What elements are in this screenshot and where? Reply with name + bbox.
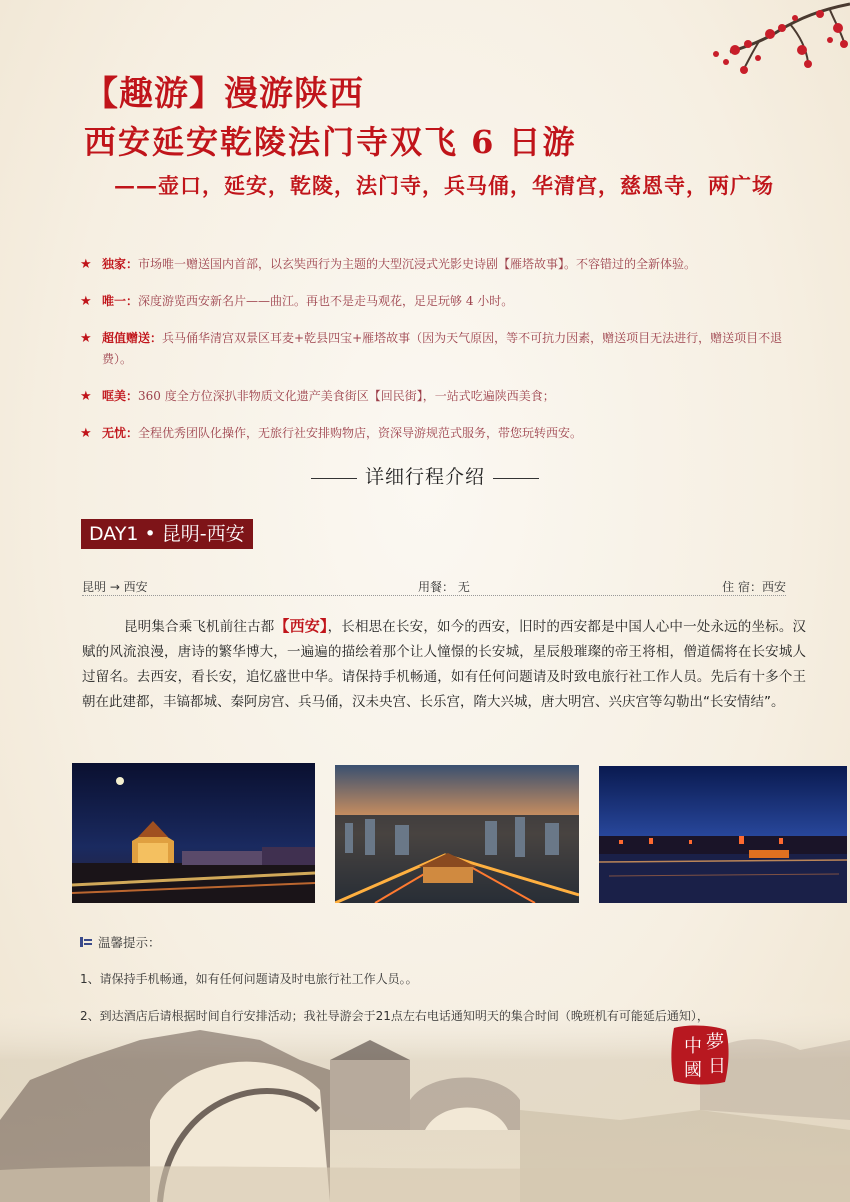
feature-label: 哐美： bbox=[102, 389, 139, 403]
feature-text: 深度游览西安新名片——曲江。再也不是走马观花，足足玩够 4 小时。 bbox=[138, 294, 514, 308]
section-header bbox=[0, 462, 850, 489]
tips-title: 温馨提示： bbox=[98, 935, 161, 950]
day-tag: DAY1 • 昆明-西安 bbox=[81, 519, 253, 549]
star-icon: ★ bbox=[80, 426, 92, 441]
stay-text: 住 宿：西安 bbox=[722, 580, 786, 594]
description-part: 昆明集合乘飞机前往古都 bbox=[124, 619, 275, 635]
seal-char: 夢 bbox=[706, 1032, 724, 1053]
tips-icon bbox=[80, 936, 92, 948]
divider bbox=[493, 478, 539, 479]
photo-city-aerial bbox=[335, 765, 579, 903]
star-icon: ★ bbox=[80, 257, 92, 272]
feature-text: 全程优秀团队化操作，无旅行社安排购物店，资深导游规范式服务，带您玩转西安。 bbox=[138, 426, 583, 440]
seal-char: 日 bbox=[708, 1056, 726, 1077]
seal-char: 中 bbox=[684, 1036, 702, 1057]
feature-label: 独家： bbox=[102, 257, 139, 271]
tip-item: 2、到达酒店后请根据时间自行安排活动；我社导游会于21点左右电话通知明天的集合时间（晚班机有可能延后通知）， bbox=[80, 1009, 709, 1023]
divider bbox=[311, 478, 357, 479]
star-icon: ★ bbox=[80, 294, 92, 309]
star-icon: ★ bbox=[80, 331, 92, 346]
feature-item bbox=[80, 423, 810, 444]
title-line-1: 【趣游】漫游陕西 bbox=[84, 74, 364, 114]
feature-item bbox=[80, 328, 810, 370]
meal-text: 用餐： 无 bbox=[418, 580, 470, 594]
seal-char: 國 bbox=[684, 1060, 702, 1081]
feature-item bbox=[80, 291, 810, 312]
photo-lake-night bbox=[599, 766, 847, 903]
china-dream-seal bbox=[668, 1022, 732, 1088]
section-title: 详细行程介绍 bbox=[364, 466, 485, 488]
feature-text: 市场唯一赠送国内首部，以玄奘西行为主题的大型沉浸式光影史诗剧【雁塔故事】。不容错过的全新体验。 bbox=[138, 257, 697, 271]
feature-label: 无忧： bbox=[102, 426, 139, 440]
feature-list bbox=[80, 254, 810, 444]
description-part: ，长相思在长安，如今的西安，旧时的西安都是中国人心中一处永远的坐标。汉赋的风流浪漫，唐诗的繁华博大，一遍遍的描绘着那个让人憧憬的长安城，星辰般璀璨的帝王将相，僧道儒将在长安城人过留名。去西安，看长安，追忆盛世中华。请保持手机畅通，如有任何问题请及时致电旅行社工作人员。先后有十多个王朝在此建都，丰镐都城、秦阿房宫、兵马俑，汉未央宫、长乐宫，隋大兴城，唐大明宫、兴庆宫等勾勒出“长安情结”。 bbox=[82, 619, 806, 710]
feature-label: 超值赠送： bbox=[102, 331, 163, 345]
feature-text: 360 度全方位深扒非物质文化遗产美食街区【回民街】，一站式吃遍陕西美食； bbox=[138, 389, 555, 403]
feature-item bbox=[80, 254, 810, 275]
title-line-2: 西安延安乾陵法门寺双飞 6 日游 bbox=[84, 123, 577, 161]
feature-item bbox=[80, 386, 810, 407]
star-icon: ★ bbox=[80, 389, 92, 404]
subtitle: ——壶口，延安，乾陵，法门寺，兵马俑，华清宫，慈恩寺，两广场 bbox=[114, 173, 774, 198]
day-meta-row bbox=[82, 576, 786, 596]
plum-blossom-decoration bbox=[630, 0, 850, 90]
tips-header bbox=[80, 933, 161, 951]
feature-label: 唯一： bbox=[102, 294, 139, 308]
photo-bell-tower bbox=[72, 763, 315, 903]
tip-item: 1、请保持手机畅通，如有任何问题请及时电旅行社工作人员。。 bbox=[80, 972, 418, 986]
feature-text: 兵马俑华清宫双景区耳麦+乾县四宝+雁塔故事（因为天气原因，等不可抗力因素，赠送项目无法进行，赠送项目不退费）。 bbox=[102, 331, 783, 366]
highlight-xian: 【西安】 bbox=[274, 617, 328, 635]
day-description bbox=[82, 614, 806, 715]
route-text: 昆明 → 西安 bbox=[82, 580, 148, 594]
